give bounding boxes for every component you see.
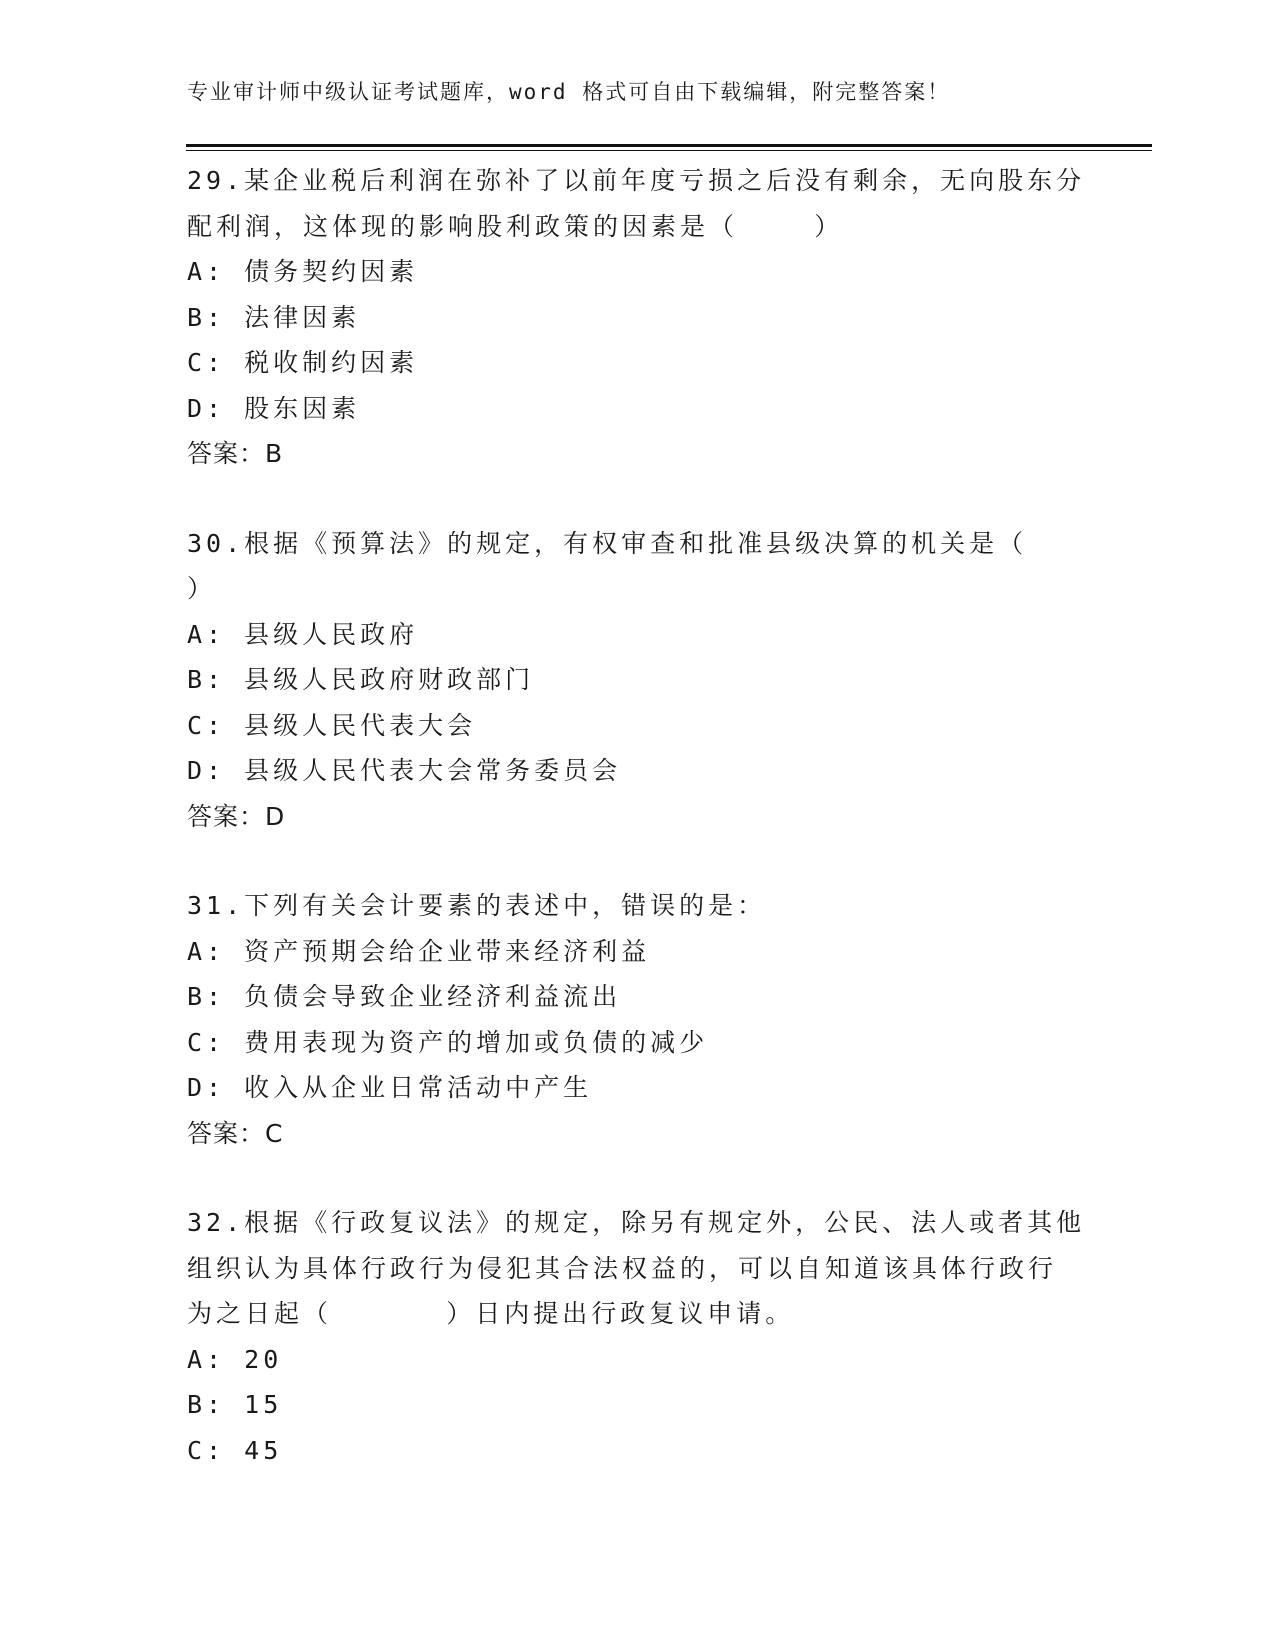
question-stem-line: 30.根据《预算法》的规定，有权审查和批准县级决算的机关是（ [187,528,1028,558]
answer-key: 答案：B [187,439,284,468]
question-stem-line: 配利润，这体现的影响股利政策的因素是（ ） [187,211,844,241]
answer-option: C: 45 [187,1435,283,1465]
question-block [187,158,1087,477]
question-stem-line: ） [187,574,217,603]
question-stem-line: 组织认为具体行政行为侵犯其合法权益的，可以自知道该具体行政行 [187,1253,1058,1283]
header-rule-thin [186,150,1152,151]
answer-option: B: 县级人民政府财政部门 [187,665,535,694]
answer-option: D: 股东因素 [187,393,361,423]
question-block [187,883,1087,1156]
answer-option: B: 法律因素 [187,302,361,332]
answer-key: 答案：D [187,801,286,831]
answer-option: C: 税收制约因素 [187,348,419,377]
question-spacer [187,477,1087,521]
question-spacer [187,1156,1087,1200]
question-stem-line: 31.下列有关会计要素的表述中，错误的是： [187,891,767,920]
question-stem-line: 为之日起（ ）日内提出行政复议申请。 [187,1299,795,1328]
question-block [187,521,1087,840]
answer-option: C: 县级人民代表大会 [187,710,477,740]
document-header: 专业审计师中级认证考试题库，word 格式可自由下载编辑，附完整答案！ [187,80,951,104]
question-list [187,158,1087,1473]
answer-option: A: 债务契约因素 [187,257,419,286]
answer-option: A: 县级人民政府 [187,619,419,649]
question-spacer [187,839,1087,883]
answer-key: 答案：C [187,1118,284,1148]
answer-option: A: 资产预期会给企业带来经济利益 [187,936,651,966]
answer-option: D: 收入从企业日常活动中产生 [187,1073,593,1102]
question-stem-line: 29.某企业税后利润在弥补了以前年度亏损之后没有剩余，无向股东分 [187,166,1086,195]
header-rule-thick [186,144,1152,147]
answer-option: B: 15 [187,1390,283,1419]
answer-option: C: 费用表现为资产的增加或负债的减少 [187,1027,709,1057]
answer-option: B: 负债会导致企业经济利益流出 [187,982,622,1011]
answer-option: A: 20 [187,1344,283,1374]
answer-option: D: 县级人民代表大会常务委员会 [187,756,622,785]
question-block [187,1200,1087,1473]
question-stem-line: 32.根据《行政复议法》的规定，除另有规定外，公民、法人或者其他 [187,1208,1086,1237]
